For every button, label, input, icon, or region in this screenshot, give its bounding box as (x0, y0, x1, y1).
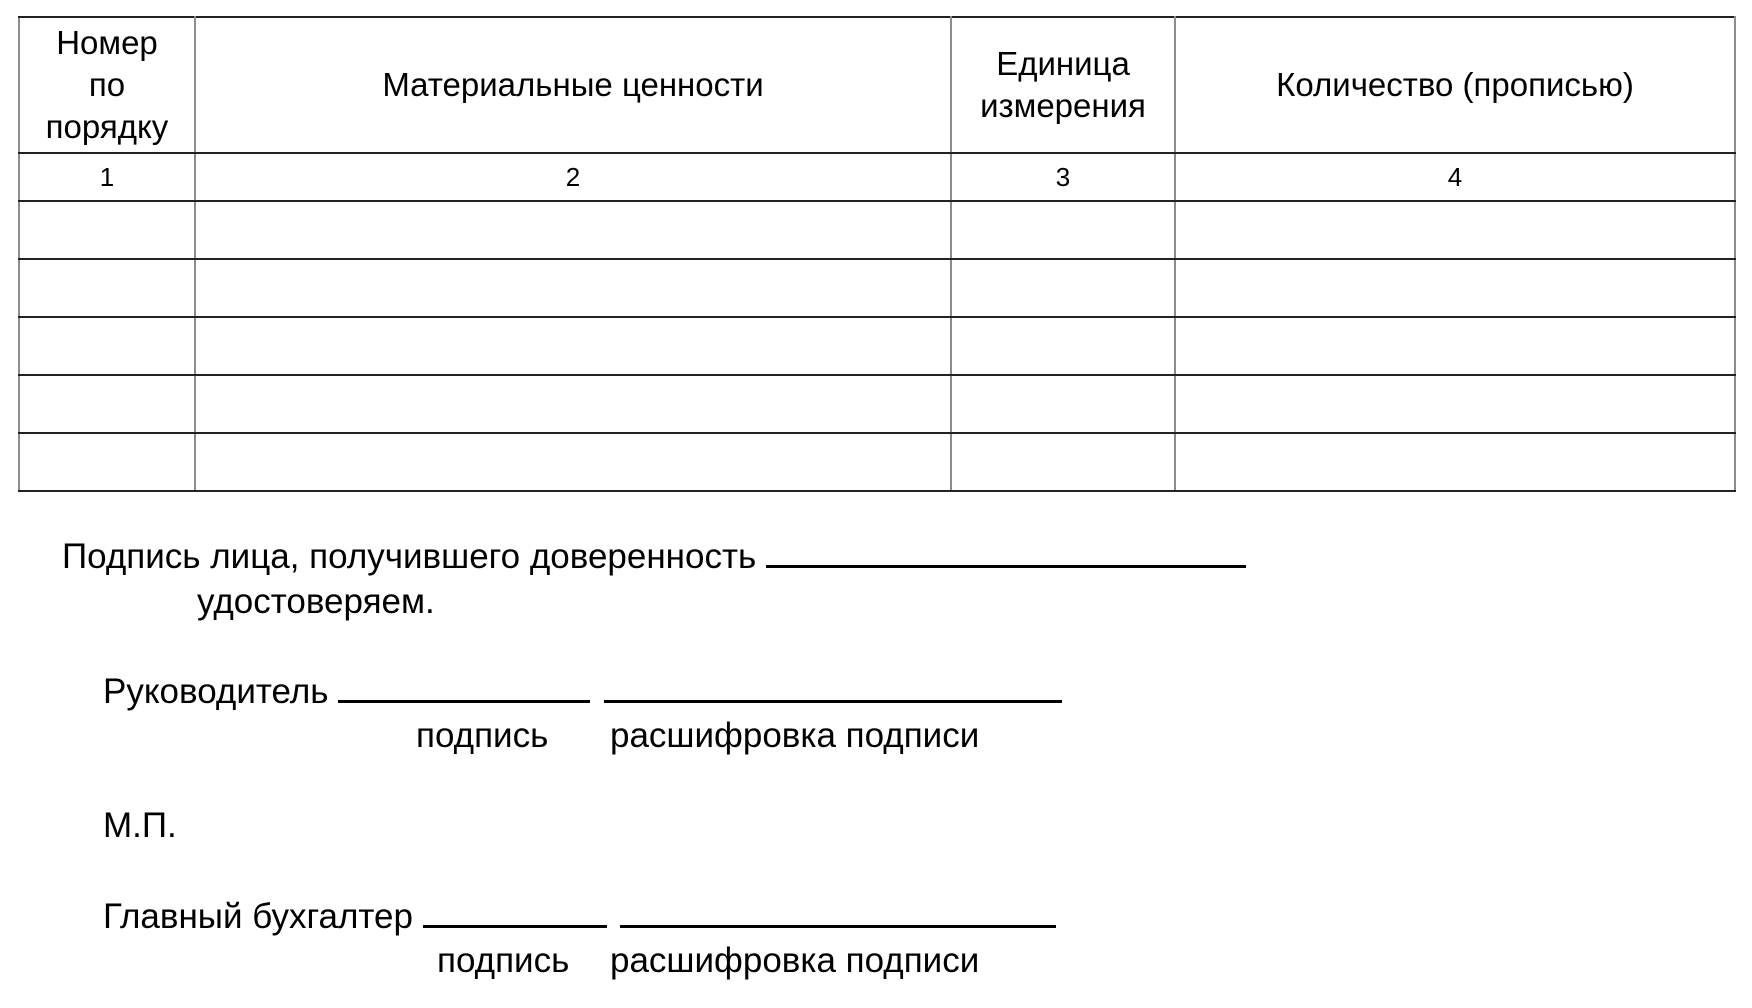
column-number-cell: 3 (951, 153, 1175, 201)
table-cell[interactable] (19, 375, 195, 433)
header-quantity-text: Количество (прописью) (1276, 66, 1634, 103)
director-signature-blank[interactable] (338, 670, 590, 703)
header-row-number (19, 17, 195, 153)
table-cell[interactable] (195, 259, 951, 317)
accountant-signature-line (103, 895, 1056, 937)
table-header-row (19, 17, 1735, 153)
header-unit-line1: Единица (996, 45, 1130, 82)
table-cell[interactable] (19, 317, 195, 375)
table-cell[interactable] (951, 317, 1175, 375)
accountant-signature-blank[interactable] (423, 895, 607, 928)
table-row (19, 201, 1735, 259)
accountant-label: Главный бухгалтер (103, 897, 413, 936)
recipient-signature-blank[interactable] (766, 535, 1246, 568)
recipient-signature-label: Подпись лица, получившего доверенность (62, 537, 757, 576)
table-cell[interactable] (951, 259, 1175, 317)
header-row-number-line3: порядку (45, 108, 169, 145)
table-row (19, 259, 1735, 317)
header-unit-line2: измерения (980, 87, 1146, 124)
accountant-sign-caption: подпись (437, 941, 570, 980)
accountant-decode-blank[interactable] (620, 895, 1056, 928)
table-cell[interactable] (195, 201, 951, 259)
stamp-label: М.П. (103, 806, 177, 845)
header-row-number-line1: Номер (56, 24, 158, 61)
table-row (19, 375, 1735, 433)
certify-text: удостоверяем. (197, 582, 435, 621)
table-cell[interactable] (951, 201, 1175, 259)
column-number-cell: 2 (195, 153, 951, 201)
header-materials-text: Материальные ценности (382, 66, 764, 103)
director-decode-blank[interactable] (604, 670, 1062, 703)
table-cell[interactable] (1175, 433, 1735, 491)
header-row-number-line2: по (88, 66, 126, 103)
table-cell[interactable] (951, 433, 1175, 491)
director-label: Руководитель (103, 672, 329, 711)
table-cell[interactable] (195, 433, 951, 491)
column-number-cell: 1 (19, 153, 195, 201)
table-cell[interactable] (1175, 259, 1735, 317)
table-cell[interactable] (1175, 375, 1735, 433)
header-materials (195, 17, 951, 153)
table-cell[interactable] (1175, 201, 1735, 259)
column-number-row (19, 153, 1735, 201)
accountant-decode-caption: расшифровка подписи (610, 941, 980, 980)
table-row (19, 433, 1735, 491)
table-cell[interactable] (195, 375, 951, 433)
materials-table (18, 16, 1736, 492)
header-unit (951, 17, 1175, 153)
table-cell[interactable] (1175, 317, 1735, 375)
table-cell[interactable] (951, 375, 1175, 433)
table-row (19, 317, 1735, 375)
table-cell[interactable] (195, 317, 951, 375)
recipient-signature-line (62, 535, 1246, 577)
director-decode-caption: расшифровка подписи (610, 716, 980, 755)
director-sign-caption: подпись (416, 716, 549, 755)
header-quantity (1175, 17, 1735, 153)
table-cell[interactable] (19, 201, 195, 259)
director-signature-line (103, 670, 1062, 712)
column-number-cell: 4 (1175, 153, 1735, 201)
table-cell[interactable] (19, 259, 195, 317)
table-cell[interactable] (19, 433, 195, 491)
